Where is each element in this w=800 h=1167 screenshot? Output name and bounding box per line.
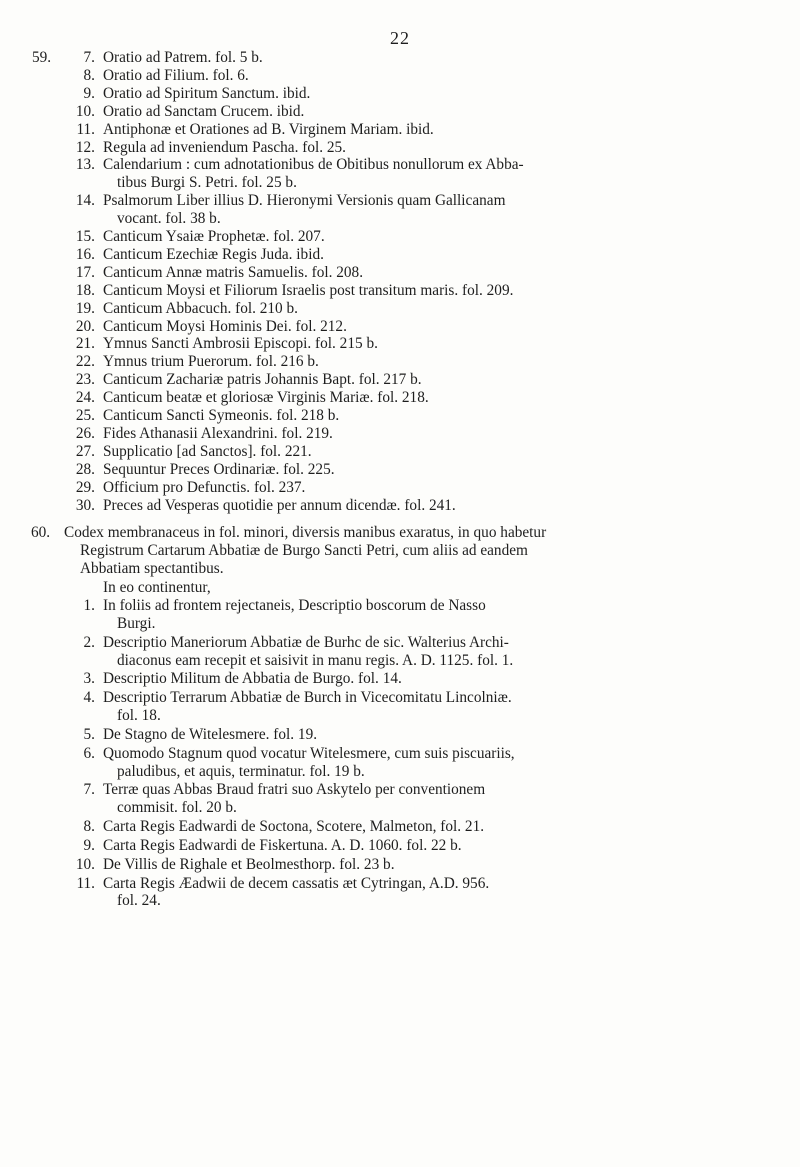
item-number: 3. [83, 670, 95, 688]
item-number: 28. [75, 460, 95, 478]
item-number: 8. [83, 818, 95, 836]
item-text-continuation: Burgi. [117, 614, 156, 632]
item-text: Descriptio Militum de Abbatia de Burgo. fol. 14. [103, 670, 402, 688]
item-text: Calendarium : cum adnotationibus de Obitibus nonullorum ex Abba- [103, 156, 524, 174]
item-text-continuation: vocant. fol. 38 b. [117, 210, 221, 228]
item-text: Canticum Moysi et Filiorum Israelis post transitum maris. fol. 209. [103, 281, 514, 299]
section-intro-line: Codex membranaceus in fol. minori, diversis manibus exaratus, in quo habetur [64, 524, 547, 542]
item-text: Canticum Ysaiæ Prophetæ. fol. 207. [103, 228, 325, 245]
item-number: 5. [83, 725, 95, 743]
item-text-continuation: fol. 18. [117, 707, 161, 725]
item-text: Oratio ad Spiritum Sanctum. ibid. [103, 84, 311, 102]
item-number: 9. [83, 836, 95, 854]
item-text: Regula ad inveniendum Pascha. fol. 25. [103, 138, 346, 156]
item-number: 9. [83, 84, 95, 102]
item-text: Canticum Abbacuch. fol. 210 b. [103, 299, 298, 317]
section-intro-line: Registrum Cartarum Abbatiæ de Burgo Sancti Petri, cum aliis ad eandem [80, 542, 528, 560]
page-number: 22 [390, 28, 410, 48]
item-text: Preces ad Vesperas quotidie per annum dicendæ. fol. 241. [103, 496, 456, 514]
item-number: 22. [75, 353, 95, 371]
item-text-continuation: fol. 24. [117, 892, 161, 910]
item-text: Descriptio Maneriorum Abbatiæ de Burhc de sic. Walterius Archi- [103, 633, 509, 651]
item-text: Oratio ad Filium. fol. 6. [103, 66, 249, 84]
item-number: 8. [83, 66, 95, 84]
item-text: Psalmorum Liber illius D. Hieronymi Versionis quam Gallicanam [103, 192, 506, 210]
item-number: 18. [75, 281, 95, 299]
item-text: Ymnus trium Puerorum. fol. 216 b. [103, 353, 319, 371]
item-text: Fides Athanasii Alexandrini. fol. 219. [103, 424, 333, 442]
item-text: Canticum Ezechiæ Regis Juda. ibid. [103, 245, 324, 263]
item-number: 7. [83, 49, 95, 66]
section-number: 60. [31, 524, 51, 542]
item-number: 10. [75, 855, 95, 873]
item-text: Canticum Annæ matris Samuelis. fol. 208. [103, 263, 364, 281]
item-number: 29. [75, 478, 95, 496]
item-number: 2. [83, 633, 95, 651]
section-subhead: In eo continentur, [103, 579, 211, 597]
item-text: De Villis de Righale et Beolmesthorp. fol. 23 b. [103, 855, 395, 873]
item-number: 20. [75, 317, 95, 335]
item-number: 26. [75, 424, 95, 442]
item-number: 1. [83, 597, 95, 614]
item-text: Canticum beatæ et gloriosæ Virginis Mariæ. fol. 218. [103, 389, 429, 407]
item-text: Officium pro Defunctis. fol. 237. [103, 478, 306, 496]
item-number: 11. [76, 874, 95, 892]
section-number: 59. [32, 49, 52, 66]
item-text: Canticum Moysi Hominis Dei. fol. 212. [103, 317, 347, 335]
item-text: Supplicatio [ad Sanctos]. fol. 221. [103, 442, 312, 460]
item-number: 30. [75, 496, 95, 514]
item-number: 24. [75, 389, 95, 407]
item-text: Carta Regis Eadwardi de Fiskertuna. A. D. 1060. fol. 22 b. [103, 836, 462, 854]
item-text: Carta Regis Æadwii de decem cassatis æt Cytringan, A.D. 956. [103, 874, 490, 892]
item-number: 21. [75, 335, 95, 353]
item-text: Quomodo Stagnum quod vocatur Witelesmere, cum suis piscuariis, [103, 744, 515, 762]
item-text: Terræ quas Abbas Braud fratri suo Askytelo per conventionem [103, 781, 486, 799]
item-text: De Stagno de Witelesmere. fol. 19. [103, 725, 318, 743]
item-number: 27. [75, 442, 95, 460]
item-text-continuation: paludibus, et aquis, terminatur. fol. 19 b. [117, 762, 365, 780]
item-number: 7. [83, 781, 95, 799]
item-text: Oratio ad Patrem. fol. 5 b. [103, 49, 263, 66]
item-number: 16. [75, 245, 95, 263]
item-text: In foliis ad frontem rejectaneis, Descriptio boscorum de Nasso [103, 597, 486, 614]
item-text-continuation: commisit. fol. 20 b. [117, 799, 237, 817]
item-text: Sequuntur Preces Ordinariæ. fol. 225. [103, 460, 335, 478]
item-text: Canticum Zachariæ patris Johannis Bapt. fol. 217 b. [103, 371, 422, 389]
item-number: 6. [83, 744, 95, 762]
item-number: 19. [75, 299, 95, 317]
item-number: 23. [75, 371, 95, 389]
item-text: Ymnus Sancti Ambrosii Episcopi. fol. 215 b. [103, 335, 378, 353]
item-text: Antiphonæ et Orationes ad B. Virginem Mariam. ibid. [103, 120, 434, 138]
item-number: 25. [75, 407, 95, 424]
item-number: 13. [75, 156, 95, 174]
item-number: 14. [75, 192, 95, 210]
item-text: Carta Regis Eadwardi de Soctona, Scotere, Malmeton, fol. 21. [103, 818, 485, 836]
item-number: 10. [75, 102, 95, 120]
item-text-continuation: tibus Burgi S. Petri. fol. 25 b. [117, 174, 297, 192]
item-number: 17. [75, 263, 95, 281]
item-text: Oratio ad Sanctam Crucem. ibid. [103, 102, 305, 120]
item-number: 4. [83, 689, 95, 707]
section-intro-line: Abbatiam spectantibus. [80, 560, 224, 578]
item-text: Canticum Sancti Symeonis. fol. 218 b. [103, 407, 340, 424]
item-number: 15. [75, 228, 95, 245]
item-number: 11. [76, 120, 95, 138]
item-text: Descriptio Terrarum Abbatiæ de Burch in Vicecomitatu Lincolniæ. [103, 689, 512, 707]
item-number: 12. [75, 138, 95, 156]
item-text-continuation: diaconus eam recepit et saisivit in manu regis. A. D. 1125. fol. 1. [117, 651, 514, 669]
